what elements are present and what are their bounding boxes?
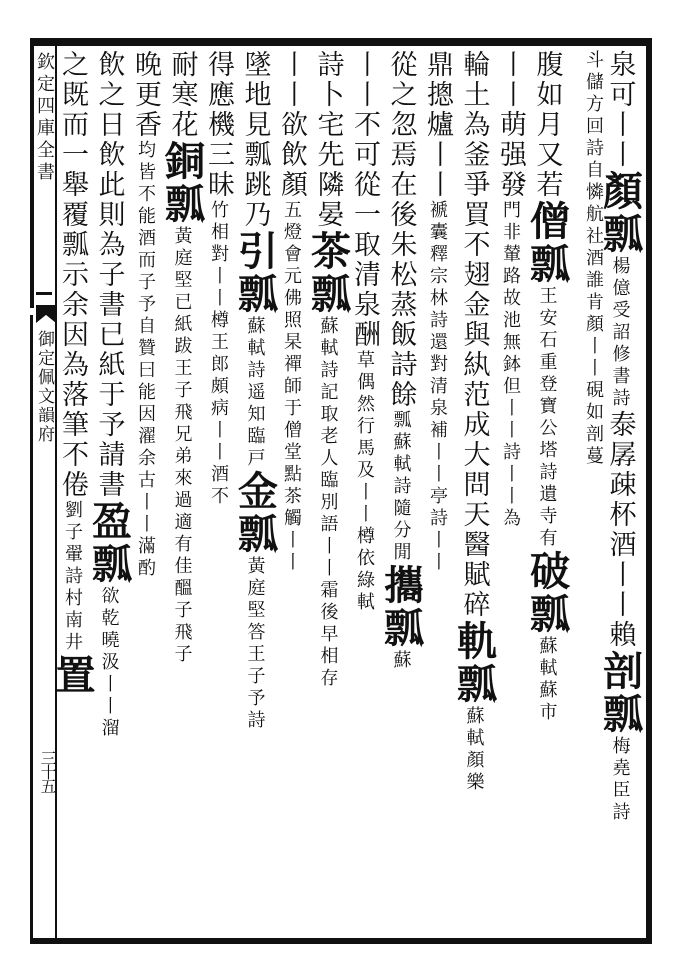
body-text: 腹如月又若 xyxy=(531,50,563,200)
text-column-10 xyxy=(275,50,311,930)
body-text: 賴 xyxy=(604,620,636,650)
fishtail-mark-bar xyxy=(36,292,52,295)
body-text: 晚更香 xyxy=(130,50,161,140)
annotation-text: 王安石重登寶公塔詩遺寺有 xyxy=(536,286,558,550)
text-column-3 xyxy=(523,50,571,930)
text-column-6 xyxy=(421,50,457,930)
book-title: 欽定四庫全書 xyxy=(34,52,55,184)
body-text: 詩卜宅先隣晏 xyxy=(312,50,344,230)
annotation-text: 詩丨丨為 xyxy=(500,442,521,530)
headword: 瓢 xyxy=(304,273,352,316)
text-column-9 xyxy=(304,50,352,930)
headword: 引 xyxy=(231,230,279,273)
headword: 瓢 xyxy=(523,593,571,636)
annotation-text: 蘇軾詩記取老人臨別語丨丨霜後早相存 xyxy=(317,316,339,690)
annotation-text: 草偶然行馬及丨丨 xyxy=(354,350,375,526)
headword: 瓢 xyxy=(523,243,571,286)
body-text: 墜地見瓢跳乃 xyxy=(239,50,271,230)
body-text: 泉可 xyxy=(604,50,636,110)
annotation-text: 褫囊釋宗林詩還對清泉補丨丨 xyxy=(427,200,448,486)
annotation-text: 欲乾曉汲丨丨溜 xyxy=(98,586,120,740)
headword: 瓢 xyxy=(377,607,425,650)
annotation-text: 劉子翬詩村南井 xyxy=(62,500,83,654)
body-text: 飲之日飲此則為子書已紙于予請書 xyxy=(93,50,125,500)
body-text: 鼎摠爐丨丨 xyxy=(422,50,453,200)
headword: 剖 xyxy=(596,650,644,693)
text-column-7 xyxy=(377,50,425,930)
annotation-text: 王郎頗病丨丨酒不 xyxy=(208,332,229,508)
frame-right-border xyxy=(646,38,652,944)
body-text: 耐寒花 xyxy=(166,50,198,140)
headword: 顏 xyxy=(596,170,644,213)
text-column-16 xyxy=(49,50,96,930)
headword: 瓢 xyxy=(231,273,279,316)
annotation-text: 瓢蘇軾詩隨分閒 xyxy=(390,410,412,564)
headword: 置 xyxy=(49,654,96,697)
annotation-text: 蘇軾蘇市 xyxy=(536,636,558,724)
headword: 瓢 xyxy=(85,543,133,586)
annotation-text: 蘇軾顏樂 xyxy=(463,706,485,794)
body-text: 之既而一舉覆瓢示余因為落筆不倦 xyxy=(57,50,88,500)
headword: 茶 xyxy=(304,230,352,273)
text-column-13 xyxy=(158,50,206,930)
annotation-text: 五燈會元佛照杲禪師于僧堂點茶觸丨丨 xyxy=(281,200,302,574)
headword: 瓢 xyxy=(596,213,644,256)
frame-left-border-lower xyxy=(30,315,33,944)
body-text: 泰孱疎杯酒丨丨 xyxy=(604,410,636,620)
annotation-text: 亭詩丨丨 xyxy=(427,486,448,574)
annotation-text: 樽依綠 xyxy=(354,526,375,592)
annotation-text: 均皆不能酒而子予自贊曰能因濯余古丨丨滿酌 xyxy=(135,140,156,580)
headword: 銅 xyxy=(158,140,206,183)
annotation-text: 竹相對丨丨樽 xyxy=(208,200,229,332)
text-column-5 xyxy=(450,50,498,930)
headword: 瓢 xyxy=(450,663,498,706)
body-text: 丨丨不可從一取清泉酬 xyxy=(349,50,380,350)
annotation-text: 蘇軾詩遥知臨戸 xyxy=(244,316,266,470)
frame-bottom-border xyxy=(30,938,652,944)
headword: 僧 xyxy=(523,200,571,243)
headword: 軌 xyxy=(450,620,498,663)
frame-top-border xyxy=(30,38,652,46)
annotation-text: 門非輦路故池無鉢但丨丨 xyxy=(500,200,521,442)
body-text: 丨丨欲飲顏 xyxy=(276,50,307,200)
text-column-11 xyxy=(231,50,279,930)
text-column-4 xyxy=(494,50,530,930)
text-column-14 xyxy=(129,50,165,930)
headword: 盈 xyxy=(85,500,133,543)
body-text: 丨丨萌强發 xyxy=(495,50,526,200)
body-text: 丨丨 xyxy=(604,110,636,170)
headword: 金 xyxy=(231,470,279,513)
annotation-text: 楊億受詔修書詩 xyxy=(609,256,631,410)
annotation-text: 硯如剖蔓 xyxy=(583,380,604,468)
body-text: 得應機三昧 xyxy=(203,50,234,200)
annotation-text: 軾 xyxy=(354,592,375,614)
text-column-2 xyxy=(567,50,603,930)
headword: 瓢 xyxy=(596,693,644,736)
annotation-text: 黃庭堅答王子予詩 xyxy=(244,556,266,732)
annotation-text: 黃庭堅已紙跋王子飛兄弟來過適有佳醞子飛子 xyxy=(171,226,193,666)
book-subtitle: 御定佩文韻府 xyxy=(34,330,54,444)
headword: 瓢 xyxy=(158,183,206,226)
headword: 破 xyxy=(523,550,571,593)
text-column-8 xyxy=(348,50,384,930)
body-text: 從之忽焉在後朱松蒸飯詩餘 xyxy=(385,50,417,410)
headword: 攜 xyxy=(377,564,425,607)
annotation-text: 斗儲方回詩自憐航社酒誰肯顏丨丨 xyxy=(583,50,604,380)
text-column-15 xyxy=(85,50,133,930)
page-number: 三十五 xyxy=(38,750,57,792)
text-column-1 xyxy=(596,50,644,930)
headword: 瓢 xyxy=(231,513,279,556)
text-column-12 xyxy=(202,50,238,930)
annotation-text: 梅堯臣詩 xyxy=(609,736,631,824)
body-text: 輪土為釜爭買不翅金與紈范成大問天醫賦碎 xyxy=(458,50,490,620)
annotation-text: 蘇 xyxy=(390,650,412,672)
